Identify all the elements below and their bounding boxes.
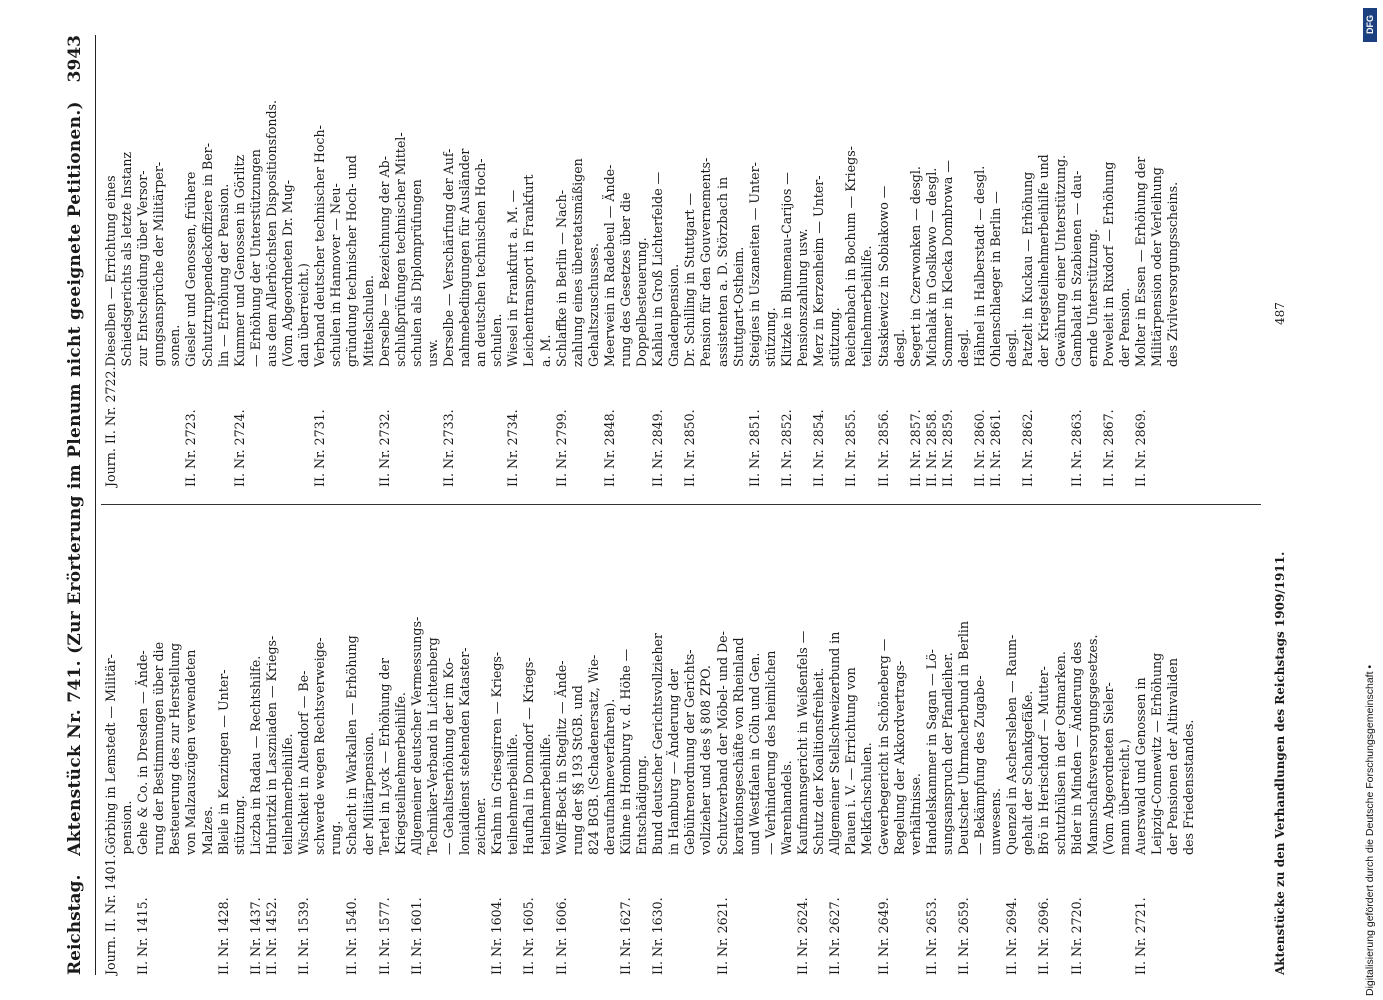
petition-ref (103, 854, 119, 975)
journal-number: II. Nr. 1606. (553, 897, 569, 975)
petition-ref (618, 855, 634, 975)
petition-text: Allgemeiner Stellschweizerbund in Plauen i. V. — Errichtung von Melkfachschulen. (827, 631, 875, 855)
petition-ref (135, 855, 151, 975)
petition-entry (248, 523, 296, 975)
journal-number: II. Nr. 2621. (714, 897, 730, 975)
petition-entry (409, 523, 489, 975)
journal-number: II. Nr. 1452. (263, 897, 279, 975)
petition-entry (135, 523, 215, 975)
journal-number: II. Nr. 1540. (344, 897, 360, 975)
petition-ref (216, 855, 232, 975)
journal-number: II. Nr. 2860. (972, 409, 988, 487)
petition-ref (924, 855, 940, 975)
petition-text: Derselbe — Bezeichnung der Ab- schlußprüfungen technischer Mittel- schulen als Diplomprüfungen usw. (376, 132, 440, 367)
petition-entry (956, 523, 1004, 975)
petition-ref (377, 855, 393, 975)
journal-number: II. Nr. 2861. (988, 409, 1004, 487)
petition-ref (650, 855, 666, 975)
journal-number: II. Nr. 1539. (296, 897, 312, 975)
petition-entry (183, 35, 231, 487)
journal-number: II. Nr. 2734. (505, 409, 521, 487)
petition-entry (682, 35, 746, 487)
petition-entry (1069, 35, 1101, 487)
right-column (103, 35, 1181, 487)
petition-entry (1069, 523, 1133, 975)
petition-ref (1004, 855, 1020, 975)
petition-text: Bider in Minden — Änderung des Mannschaftsversorgungsgesetzes. (Vom Abgeordneten Sieler- mann überreicht.) (1068, 634, 1132, 855)
petition-text: Schlaffke in Berlin — Nach- zahlung eines überetatsmäßigen Gehaltszuschusses. (553, 158, 601, 367)
journal-number: II. Nr. 2867. (1100, 409, 1116, 487)
journal-number: II. Nr. 2856. (875, 409, 891, 487)
petition-entry (602, 35, 650, 487)
petition-text: Quenzel in Aschersleben — Raum- gehalt der Schankgefäße. (1004, 634, 1036, 855)
petition-ref (908, 367, 956, 487)
petition-entry (377, 523, 409, 975)
petition-entry (972, 35, 1020, 487)
petition-text: Klitzke in Blumenau-Carijos — Pensionszahlung usw. (778, 172, 811, 367)
petition-ref (248, 855, 280, 975)
petition-text: Dr. Schilling in Stuttgart — Pension für den Gouvernements- assistenten a. D. Störzbach in Stuttgart-Ostheim. (682, 157, 746, 367)
petition-entry (554, 35, 602, 487)
journal-number: II. Nr. 1605. (521, 897, 537, 975)
journal-number: II. Nr. 2624. (795, 897, 811, 975)
left-column (103, 523, 1197, 975)
journal-number: II. Nr. 2731. (312, 409, 328, 487)
petition-text: Schutzverband der Möbel- und De- korationsgeschäfte von Rheinland und Westfalen in Cöln und Gen. — Verhinderung des heimlichen Warenhandels. (714, 631, 794, 855)
journal-number: II. Nr. 1604. (489, 897, 505, 975)
journal-number: II. Nr. 2862. (1020, 409, 1036, 487)
petition-text: Tertel in Lyck — Erhöhung der Kriegsteilnehmerbeihilfe. (376, 658, 408, 855)
petition-entry (650, 35, 682, 487)
journal-number: II. Nr. 2848. (601, 409, 617, 487)
journal-number: II. Nr. 2863. (1068, 409, 1084, 487)
petition-text: Krahm in Griesgirren — Kriegs- teilnehmerbeihilfe. (489, 651, 521, 855)
petition-text: Haufhal in Donndorf — Kriegs- teilnehmerbeihilfe. (521, 657, 553, 855)
header-title: Aktenstück Nr. 741. (Zur Erörterung im Plenum nicht geeignete Petitionen.) (65, 101, 85, 856)
petition-ref (602, 367, 618, 487)
journal-number: II. Nr. 1630. (650, 897, 666, 975)
petition-ref (521, 855, 537, 975)
digitization-credit: Digitalisierung gefördert durch die Deutsche Forschungsgemeinschaft • (1364, 664, 1376, 996)
journal-number: II. Nr. 2732. (376, 409, 392, 487)
petition-text: Giesler und Genossen, frühere Schutztruppendeckoffiziere in Ber- lin — Erhöhung der Pension. (183, 143, 231, 367)
petition-ref (441, 367, 457, 487)
petition-ref (843, 367, 859, 487)
journal-number: II. Nr. 2627. (827, 897, 843, 975)
petition-text: Kummer und Genossen in Görlitz — Erhöhung der Unterstützungen aus dem Allerhöchsten Dispositionsfonds. (Vom Abgeordneten Dr. Mug- dan überreicht.) (231, 100, 312, 367)
petition-entry (876, 523, 924, 975)
petition-entry (377, 35, 441, 487)
petition-text: Deutscher Uhrmacherbund in Berlin — Bekämpfung des Zugabe- unwesens. (955, 620, 1004, 855)
petition-ref (296, 855, 312, 975)
petition-text: Wischkeit in Altendorf — Be- schwerde wegen Rechtsverweige- rung. (296, 637, 344, 855)
petition-entry (521, 523, 553, 975)
journal-number: II. Nr. 2721. (1133, 897, 1148, 975)
journal-number: II. Nr. 2869. (1133, 409, 1148, 487)
petition-ref (1020, 367, 1036, 487)
journal-number: II. Nr. 1627. (618, 897, 633, 975)
journal-number: II. Nr. 2851. (746, 409, 762, 487)
petition-text: Allgemeiner deutscher Vermessungs- Techniker-Verband in Lichtenberg — Gehaltserhöhung der im Ko- lonialdienst stehenden Kataster- zeichner. (408, 616, 489, 855)
petition-ref (183, 367, 199, 487)
column-divider (101, 504, 1261, 505)
journal-number: II. Nr. 2858. (923, 409, 939, 487)
petition-text: Merz in Kerzenheim — Unter- stützung. (811, 175, 843, 367)
petition-entry (103, 523, 135, 975)
petition-text: Wiesel in Frankfurt a. M. — Leichentransport in Frankfurt a. M. (505, 174, 553, 367)
petition-ref (1133, 367, 1149, 487)
journal-number: II. Nr. 2696. (1036, 897, 1052, 975)
petition-ref (1101, 367, 1117, 487)
petition-entry (747, 35, 779, 487)
petition-entry (795, 523, 827, 975)
petition-text: Poweleit in Rixdorf — Erhöhung der Pension. (1100, 161, 1132, 367)
petition-ref (505, 367, 521, 487)
petition-ref (972, 367, 1004, 487)
journal-number: II. Nr. 1601. (408, 897, 424, 975)
petition-entry (554, 523, 618, 975)
journal-number: II. Nr. 2855. (843, 409, 859, 487)
petition-ref (344, 855, 360, 975)
journal-number: II. Nr. 2850. (682, 409, 698, 487)
petition-text: Steigies in Uszaneiten — Unter- stützung. (746, 162, 778, 367)
petition-text: Wolff-Beck in Steglitz — Ände- rung der §§ 193 StGB. und 824 BGB. (Schadenersatz, Wie- deraufnahmeverfahren). (553, 654, 617, 855)
journal-number: II. Nr. 2720. (1068, 897, 1084, 975)
journal-number: II. Nr. 2733. (440, 409, 456, 487)
petition-ref (682, 367, 698, 487)
petition-ref (811, 367, 827, 487)
petition-entry (1101, 35, 1133, 487)
petition-entry (1020, 35, 1068, 487)
journal-number: II. Nr. 2799. (553, 409, 569, 487)
petition-text: Molter in Essen — Erhöhung der Militärpension oder Verleihung des Zivilversorgungsscheins. (1133, 156, 1181, 367)
page-number: 3943 (65, 35, 85, 83)
petition-entry (650, 523, 714, 975)
footer-source: Aktenstücke zu den Verhandlungen des Reichstags 1909/1911. (1273, 551, 1287, 975)
petition-text: Kahlau in Groß Lichterfelde — Gnadenpension. (650, 171, 682, 367)
petition-ref (779, 367, 795, 487)
footer-page-mark: 487 (1273, 302, 1287, 325)
petition-text: Görbing in Lemstedt — Militär- pension. (103, 654, 135, 855)
petition-ref (1069, 855, 1085, 975)
petition-entry (505, 35, 553, 487)
petition-entry (216, 523, 248, 975)
dfg-logo: DFG (1363, 8, 1377, 42)
petition-ref (409, 855, 425, 975)
petition-entry (441, 35, 505, 487)
petition-entry (1004, 523, 1036, 975)
petition-ref (876, 855, 892, 975)
journal-number: Journ. II. Nr. 1401. (103, 854, 118, 975)
petition-entry (779, 35, 811, 487)
petition-ref (650, 367, 666, 487)
petition-entry (715, 523, 795, 975)
petition-text: Schacht in Warkallen — Erhöhung der Militärpension. (344, 635, 376, 855)
petition-text: Gambalat in Szabienen — dau- ernde Unterstützung. (1068, 170, 1100, 367)
journal-number: II. Nr. 2852. (778, 409, 794, 487)
petition-entry (1133, 35, 1181, 487)
petition-ref (232, 367, 248, 487)
journal-number: II. Nr. 1437. (247, 897, 263, 975)
petition-entry (843, 35, 875, 487)
journal-number: II. Nr. 2859. (939, 409, 955, 487)
petition-ref (312, 367, 328, 487)
petition-entry (489, 523, 521, 975)
petition-entry (1036, 523, 1068, 975)
petition-ref (827, 855, 843, 975)
journal-number: II. Nr. 2723. (183, 409, 199, 487)
petition-text: Brö in Herischdorf — Mutter- schutzhülsen in der Ostmarken. (1036, 651, 1068, 855)
petition-text: Staskiewicz in Sobiakowo — desgl. (875, 185, 907, 367)
journal-number: Journ. II. Nr. 2722. (103, 366, 118, 487)
petition-ref (1133, 855, 1149, 975)
petition-text: Kühne in Homburg v. d. Höhe — Entschädigung. (618, 648, 650, 855)
petition-text: Kaufmannsgericht in Weißenfels — Schutz der Koalitionsfreiheit. (795, 630, 827, 855)
petition-entry (827, 523, 875, 975)
petition-text: Auerswald und Genossen in Leipzig-Connewitz — Erhöhung der Pensionen der Altinvaliden des Friedensstandes. (1133, 652, 1197, 855)
rotated-page (55, 35, 1355, 975)
petition-text: Bleile in Kenzingen — Unter- stützung. (215, 669, 247, 855)
petition-ref (956, 855, 972, 975)
journal-number: II. Nr. 1428. (215, 897, 231, 975)
petition-text: Reichenbach in Bochum — Kriegs- teilnehmerbeihilfe. (843, 146, 875, 367)
petition-entry (811, 35, 843, 487)
petition-entry (1133, 523, 1197, 975)
petition-text: Dieselben — Errichtung eines Schiedsgerichts als letzte Instanz zur Entscheidung über Versor- gungsansprüche der Militärper- sonen. (103, 151, 183, 367)
journal-number: II. Nr. 2857. (907, 409, 923, 487)
petition-entry (876, 35, 908, 487)
petition-entry (618, 523, 650, 975)
journal-number: II. Nr. 2694. (1004, 897, 1020, 975)
petition-text: Hähnel in Halberstadt — desgl. Ohlenschlaeger in Berlin — desgl. (972, 165, 1020, 367)
petition-ref (554, 855, 570, 975)
petition-text: Verband deutscher technischer Hoch- schulen in Hannover — Neu- gründung technischer Hoch- und Mittelschulen. (312, 125, 376, 367)
page-header (55, 35, 95, 975)
petition-ref (795, 855, 811, 975)
petition-text: Liczba in Radau — Rechtshilfe. Hubritzki in Laszniaden — Kriegs- teilnehmerbeihilfe. (247, 635, 296, 855)
journal-number: II. Nr. 2854. (811, 409, 827, 487)
petition-entry (924, 523, 956, 975)
petition-entry (344, 523, 376, 975)
petition-ref (747, 367, 763, 487)
petition-entry (232, 35, 312, 487)
petition-ref (876, 367, 892, 487)
petition-entry (103, 35, 183, 487)
petition-text: Gehe & Co. in Dresden — Ände- rung der Bestimmungen über die Besteuerung des zur Herstellung von Malzauszügen verwendeten Malzes. (135, 641, 215, 855)
petition-entry (908, 35, 972, 487)
journal-number: II. Nr. 2653. (923, 897, 939, 975)
petition-text: Handelskammer in Sagan — Lö- sungsanspruch der Pfandleiher. (923, 649, 955, 855)
petition-ref (715, 855, 731, 975)
journal-number: II. Nr. 2724. (231, 409, 247, 487)
petition-ref (377, 367, 393, 487)
petition-ref (103, 366, 119, 487)
petition-ref (1069, 367, 1085, 487)
petition-text: Derselbe — Verschärfung der Auf- nahmebedingungen für Ausländer an deutschen technischen Hoch- schulen. (440, 148, 505, 367)
petition-entry (312, 35, 376, 487)
journal-number: II. Nr. 2659. (955, 897, 971, 975)
petition-text: Patzelt in Kuckau — Erhöhung der Kriegsteilnehmerbeihilfe und Gewährung einer Unterstützung. (1020, 154, 1068, 367)
journal-number: II. Nr. 2649. (875, 897, 891, 975)
petition-text: Meerwein in Radebeul — Ände- rung des Gesetzes über die Doppelbesteuerung. (601, 164, 650, 367)
header-left: Reichstag. (65, 874, 85, 975)
journal-number: II. Nr. 2849. (650, 409, 666, 487)
petition-text: Segert in Czerwonken — desgl. Michalak in Goslkowo — desgl. Sommer in Klecka Dombrowa — desgl. (907, 160, 971, 367)
header-rule (95, 35, 96, 975)
petition-text: Bund deutscher Gerichtsvollzieher in Hamburg — Änderung der Gebührenordnung der Gerichts- vollzieher und des § 808 ZPO. (650, 632, 714, 855)
petition-ref (489, 855, 505, 975)
petition-entry (296, 523, 344, 975)
journal-number: II. Nr. 1415. (135, 897, 151, 975)
petition-ref (1036, 855, 1052, 975)
petition-ref (554, 367, 570, 487)
journal-number: II. Nr. 1577. (376, 897, 392, 975)
petition-text: Gewerbegericht in Schöneberg — Regelung der Akkordvertrags- verhältnisse. (875, 638, 923, 855)
